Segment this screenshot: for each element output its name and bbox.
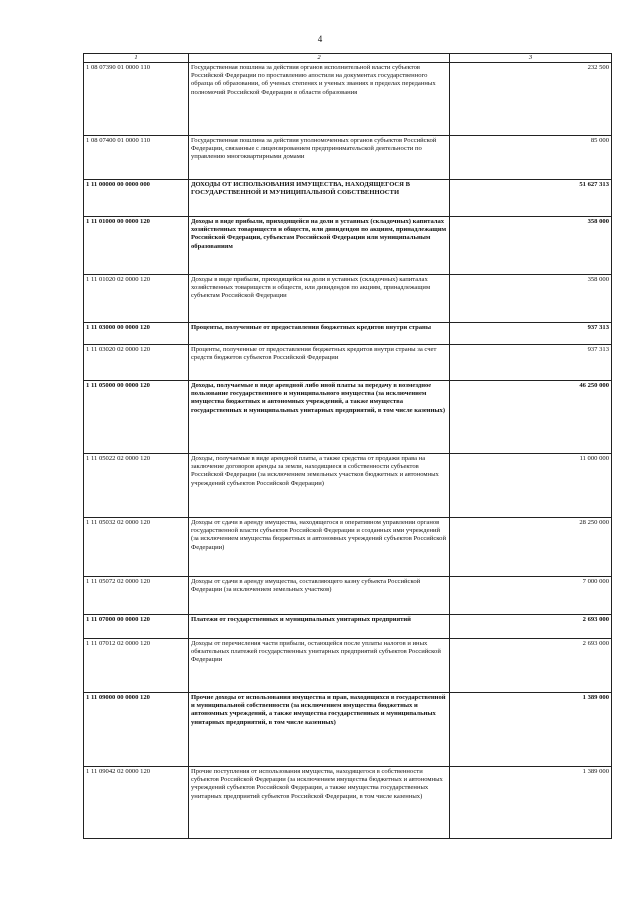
table-row — [84, 518, 612, 577]
row-name: Доходы, получаемые в виде арендной либо иной платы за передачу в возмездное пользование государственного и муниципального имущества (за исключением имущества бюджетных и автономных учреждений, а также имущества государственных и муниципальных унитарных предприятий, в том числе казенных) — [189, 381, 450, 454]
row-name: Прочие доходы от использования имущества и прав, находящихся в государственной и муниципальной собственности (за исключением имущества бюджетных и автономных учреждений, а также имущества государственных и муниципальных унитарных предприятий, в том числе казенных) — [189, 693, 450, 767]
row-amount: 11 000 000 — [450, 454, 612, 518]
page-number: 4 — [317, 34, 323, 44]
row-name: Платежи от государственных и муниципальных унитарных предприятий — [189, 615, 450, 639]
table-row — [84, 136, 612, 180]
row-code: 1 11 07000 00 0000 120 — [84, 615, 189, 639]
row-name: Доходы в виде прибыли, приходящейся на доли в уставных (складочных) капиталах хозяйственных товариществ и обществ, или дивидендов по акциям, принадлежащим субъектам Российской Федерации — [189, 275, 450, 323]
header-col-1: 1 — [84, 54, 189, 63]
row-amount: 46 250 000 — [450, 381, 612, 454]
row-code: 1 11 00000 00 0000 000 — [84, 180, 189, 217]
row-amount: 232 500 — [450, 63, 612, 136]
row-amount: 2 693 000 — [450, 639, 612, 693]
table-row — [84, 767, 612, 839]
row-name: Доходы от перечисления части прибыли, остающейся после уплаты налогов и иных обязательных платежей государственных унитарных предприятий субъектов Российской Федерации — [189, 639, 450, 693]
row-code: 1 08 07400 01 0000 110 — [84, 136, 189, 180]
table-row — [84, 275, 612, 323]
table-row — [84, 63, 612, 136]
row-name: Доходы от сдачи в аренду имущества, составляющего казну субъекта Российской Федерации (за исключением земельных участков) — [189, 577, 450, 615]
row-name: Проценты, полученные от предоставления бюджетных кредитов внутри страны — [189, 323, 450, 345]
row-code: 1 11 05072 02 0000 120 — [84, 577, 189, 615]
row-code: 1 11 03000 00 0000 120 — [84, 323, 189, 345]
header-col-2: 2 — [189, 54, 450, 63]
table-row — [84, 180, 612, 217]
row-code: 1 11 09000 00 0000 120 — [84, 693, 189, 767]
row-amount: 7 000 000 — [450, 577, 612, 615]
table-row — [84, 381, 612, 454]
row-code: 1 11 05032 02 0000 120 — [84, 518, 189, 577]
row-name: Доходы в виде прибыли, приходящейся на доли в уставных (складочных) капиталах хозяйственных товариществ и обществ, или дивидендов по акциям, принадлежащим Российской Федерации, субъектам Российской Федерации или муниципальным образованиям — [189, 217, 450, 275]
row-name: Проценты, полученные от предоставления бюджетных кредитов внутри страны за счет средств бюджетов субъектов Российской Федерации — [189, 345, 450, 381]
table-row — [84, 454, 612, 518]
header-col-3: 3 — [450, 54, 612, 63]
row-name: Доходы от сдачи в аренду имущества, находящегося в оперативном управлении органов государственной власти субъектов Российской Федерации и созданных ими учреждений (за исключением имущества бюджетных и автономных учреждений субъектов Российской Федерации) — [189, 518, 450, 577]
row-amount: 85 000 — [450, 136, 612, 180]
table-row — [84, 345, 612, 381]
table-row — [84, 577, 612, 615]
row-name: Прочие поступления от использования имущества, находящегося в собственности субъектов Российской Федерации (за исключением имущества бюджетных и автономных учреждений субъектов Российской Федерации, а также имущества государственных унитарных предприятий субъектов Российской Федерации, в том числе казенных) — [189, 767, 450, 839]
row-code: 1 11 09042 02 0000 120 — [84, 767, 189, 839]
table-header-row — [84, 54, 612, 63]
row-name: Государственная пошлина за действия уполномоченных органов субъектов Российской Федерации, связанные с лицензированием предпринимательской деятельности по управлению многоквартирными домами — [189, 136, 450, 180]
row-code: 1 11 01000 00 0000 120 — [84, 217, 189, 275]
table-row — [84, 615, 612, 639]
row-code: 1 11 01020 02 0000 120 — [84, 275, 189, 323]
table-row — [84, 693, 612, 767]
row-code: 1 08 07390 01 0000 110 — [84, 63, 189, 136]
row-amount: 2 693 000 — [450, 615, 612, 639]
row-code: 1 11 05000 00 0000 120 — [84, 381, 189, 454]
row-name: Государственная пошлина за действия органов исполнительной власти субъектов Российской Федерации по проставлению апостиля на документах государственного образца об образовании, об ученых степенях и ученых званиях в пределах переданных полномочий Российской Федерации в области образования — [189, 63, 450, 136]
row-amount: 358 000 — [450, 275, 612, 323]
row-amount: 28 250 000 — [450, 518, 612, 577]
row-name: Доходы, получаемые в виде арендной платы, а также средства от продажи права на заключение договоров аренды за земли, находящиеся в собственности субъектов Российской Федерации (за исключением земельных участков бюджетных и автономных учреждений субъектов Российской Федерации) — [189, 454, 450, 518]
table-row — [84, 323, 612, 345]
table-body — [84, 63, 612, 839]
row-amount: 358 000 — [450, 217, 612, 275]
table-row — [84, 217, 612, 275]
row-code: 1 11 07012 02 0000 120 — [84, 639, 189, 693]
row-code: 1 11 05022 02 0000 120 — [84, 454, 189, 518]
row-amount: 1 389 000 — [450, 693, 612, 767]
row-amount: 937 313 — [450, 323, 612, 345]
table-row — [84, 639, 612, 693]
row-name: ДОХОДЫ ОТ ИСПОЛЬЗОВАНИЯ ИМУЩЕСТВА, НАХОДЯЩЕГОСЯ В ГОСУДАРСТВЕННОЙ И МУНИЦИПАЛЬНОЙ СОБСТВЕННОСТИ — [189, 180, 450, 217]
row-amount: 937 313 — [450, 345, 612, 381]
row-amount: 51 627 313 — [450, 180, 612, 217]
revenue-table — [83, 53, 612, 839]
row-amount: 1 389 000 — [450, 767, 612, 839]
row-code: 1 11 03020 02 0000 120 — [84, 345, 189, 381]
